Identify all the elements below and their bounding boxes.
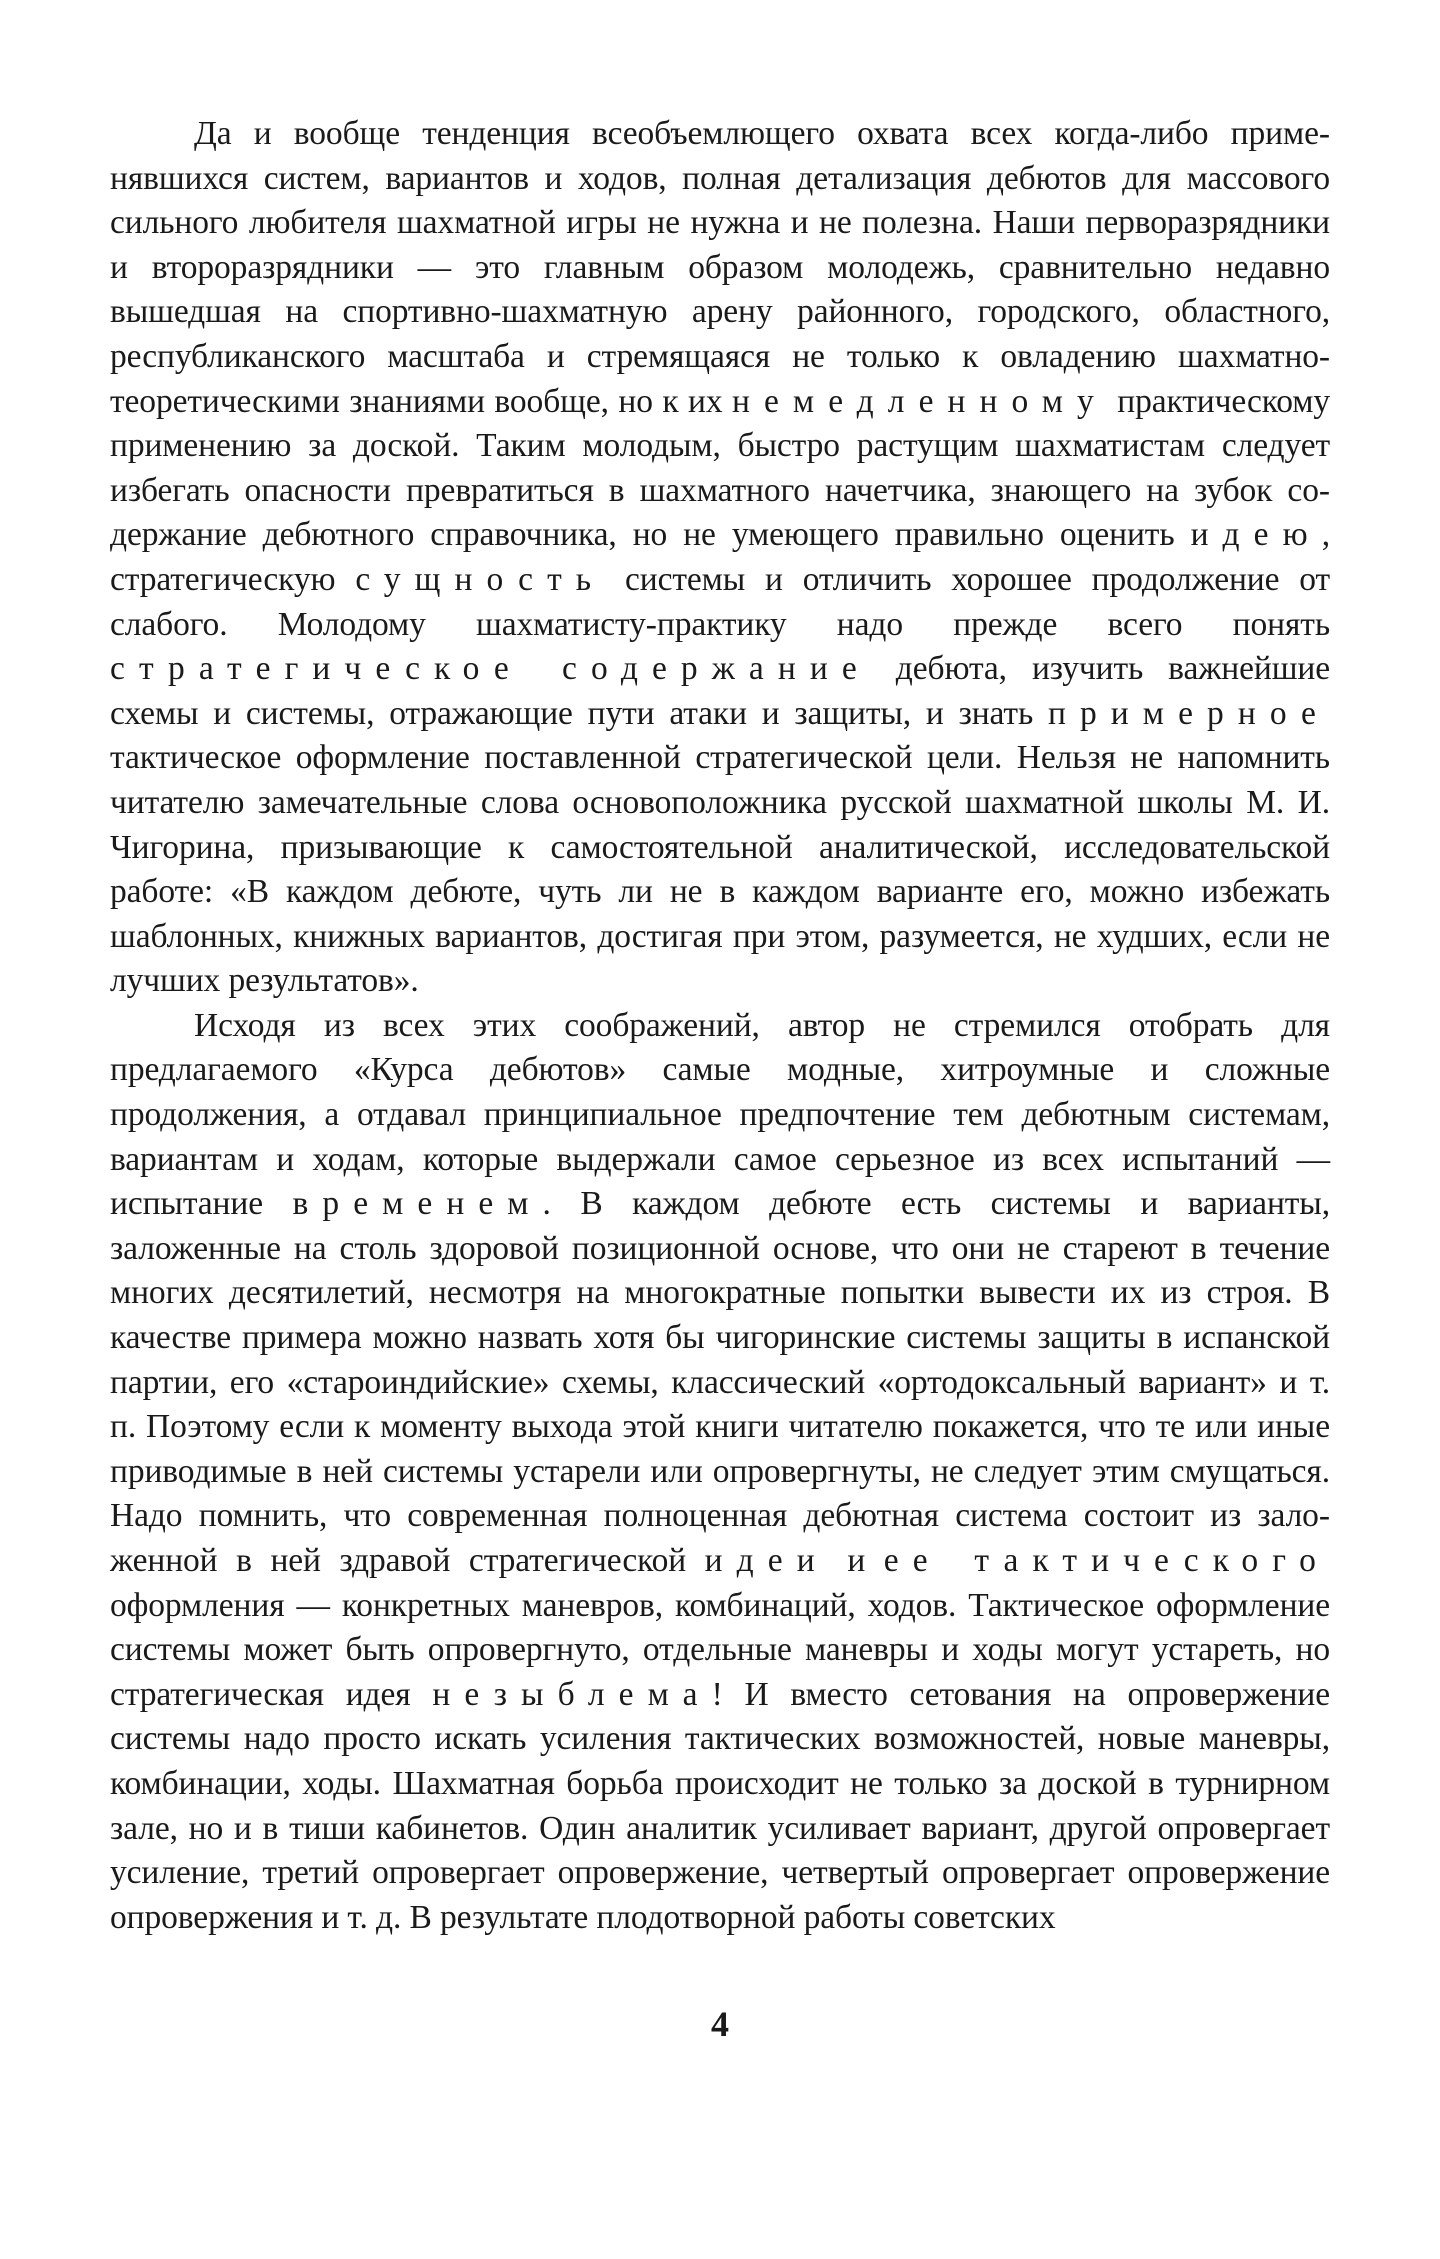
paragraph-2	[110, 1004, 1330, 1940]
emphasis-spaced: ее тактического	[883, 1542, 1330, 1579]
emphasis-spaced: сущность	[355, 560, 606, 598]
emphasis-spaced: примерное	[1047, 694, 1330, 732]
text-run: . В каждом дебюте есть системы и варианты, заложенные на столь здоровой позиционной основе, что они не стареют в течение многих десятилетий, несмотря на многократные попытки вывести их из строя. В качестве примера можно назвать хотя бы чигоринские системы защиты в испанской партии, его «староиндийские» схемы, классический «ортодоксальный вариант» и т. п. Поэтому если к моменту выхода этой книги читателю покажется, что те или иные приводимые в ней системы устарели или опровергнуты, не следует этим смущаться. Надо помнить, что современная полноценная дебютная система состоит из заложенной в ней здравой стратегической	[110, 1185, 1330, 1579]
emphasis-spaced: временем	[292, 1185, 543, 1223]
paragraph-1	[110, 112, 1330, 1004]
text-run: дебюта, изучить важнейшие схемы и системы, отражающие пути атаки и защиты, и знать	[110, 650, 1330, 732]
emphasis-spaced: незыблема	[432, 1675, 712, 1713]
text-run: системы и отличить хорошее продолжение от слабого. Молодому шахматисту-практику надо прежде всего понять	[110, 560, 1330, 643]
text-run: , стратегическую	[110, 516, 1330, 598]
text-run: Исходя из всех этих соображений, автор не стремился отобрать для предлагаемого «Курса дебютов» самые модные, хитроумные и сложные продолжения, а отдавал принципиальное предпочтение тем дебютным системам, вариантам и ходам, которые выдержали самое серьезное из всех испытаний — испытание	[110, 1006, 1330, 1223]
page-body	[110, 112, 1330, 1940]
text-run: тактическое оформление поставленной стратегической цели. Нельзя не напомнить читателю замечательные слова основоположника русской шахматной школы М. И. Чигорина, призывающие к самостоятельной аналитической, исследовательской работе: «В каждом дебюте, чуть ли не в каждом варианте его, можно избежать шаблонных, книжных вариантов, достигая при этом, разумеется, не худших, если не лучших результатов».	[110, 739, 1330, 1000]
text-run: и	[828, 1542, 884, 1579]
emphasis-spaced: стратегическое содержание	[110, 650, 871, 688]
text-run: оформления — конкретных маневров, комбинаций, ходов. Тактическое оформление системы может быть опровергнуто, отдельные маневры и ходы могут устареть, но стратегическая идея	[110, 1586, 1330, 1713]
text-run: ! И вместо сетования на опровержение системы надо просто искать усиления тактических возможностей, новые маневры, комбинации, ходы. Шахматная борьба происходит не только за доской в турнирном зале, но и в тиши кабинетов. Один аналитик усиливает вариант, другой опровергает усиление, третий опровергает опровержение, четвертый опровергает опровержение опровержения и т. д. В результате плодотворной работы советских	[110, 1675, 1330, 1936]
emphasis-spaced: немедленному	[731, 382, 1108, 420]
text-run: Да и вообще тенденция всеобъемлющего охвата всех когда-либо применявшихся систем, вариантов и ходов, полная детализация дебютов для массового сильного любителя шахматной игры не нужна и не полезна. Наши перворазрядники и второразрядники — это главным образом молодежь, сравнительно недавно вышедшая на спортивно-шахматную арену районного, городского, областного, республиканского масштаба и стремящаяся не только к овладению шахматно-теоретическими знаниями вообще, но к их	[110, 115, 1330, 420]
page-number: 4	[711, 2004, 729, 2044]
emphasis-spaced: идеи	[704, 1542, 829, 1579]
text-run: практическому применению за доской. Таким молодым, быстро растущим шахматистам следует избегать опасности превратиться в шахматного начетчика, знающего на зубок содержание дебютного справочника, но не умеющего правильно оценить	[110, 382, 1330, 554]
emphasis-spaced: идею	[1190, 516, 1322, 554]
